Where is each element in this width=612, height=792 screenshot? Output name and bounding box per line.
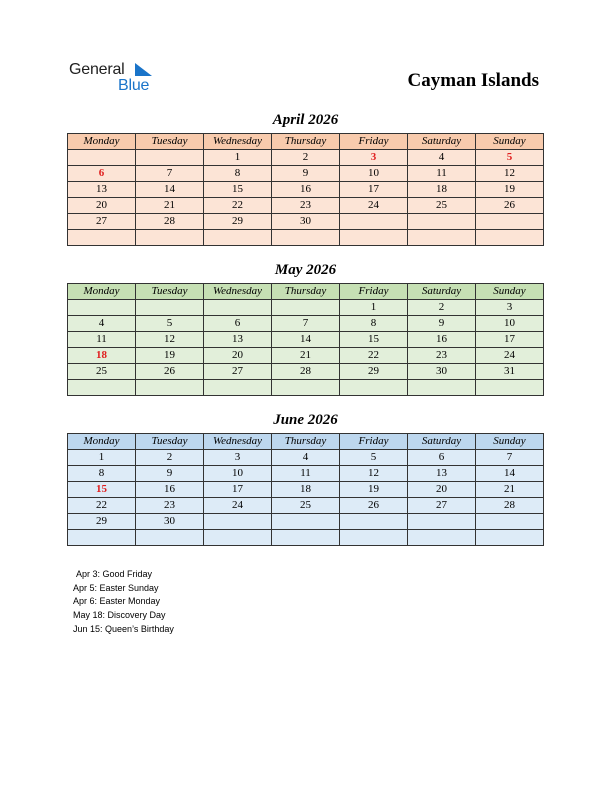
week-row [68,166,544,182]
day-cell: 30 [272,214,340,230]
day-cell [340,380,408,396]
week-row [68,498,544,514]
day-cell: 28 [136,214,204,230]
day-cell: 7 [136,166,204,182]
day-cell: 24 [476,348,544,364]
day-cell [272,514,340,530]
holiday-note: Jun 15: Queen’s Birthday [73,623,174,634]
weekday-header: Friday [340,434,408,450]
weekday-header: Wednesday [204,434,272,450]
day-cell: 10 [476,316,544,332]
day-cell: 13 [68,182,136,198]
weekday-header: Thursday [272,284,340,300]
day-cell [68,530,136,546]
day-cell: 18 [68,348,136,364]
day-cell [204,230,272,246]
week-row [68,380,544,396]
day-cell [136,150,204,166]
day-cell: 30 [408,364,476,380]
month-calendar-table [67,433,544,546]
day-cell [408,230,476,246]
week-row [68,530,544,546]
logo-triangle-icon [135,63,153,77]
day-cell [340,230,408,246]
day-cell [136,230,204,246]
day-cell: 9 [408,316,476,332]
weekday-header: Wednesday [204,134,272,150]
day-cell [272,380,340,396]
day-cell [408,214,476,230]
day-cell: 29 [204,214,272,230]
month-title: April 2026 [272,112,339,128]
day-cell [340,514,408,530]
day-cell [68,380,136,396]
day-cell: 26 [476,198,544,214]
day-cell: 13 [204,332,272,348]
holiday-note: Apr 3: Good Friday [76,569,153,579]
day-cell: 7 [272,316,340,332]
weekday-header-row [68,134,544,150]
day-cell [68,230,136,246]
day-cell: 2 [136,450,204,466]
weekday-header: Saturday [408,434,476,450]
day-cell: 30 [136,514,204,530]
day-cell: 19 [340,482,408,498]
day-cell: 4 [408,150,476,166]
day-cell: 11 [408,166,476,182]
day-cell [204,380,272,396]
holiday-note: Apr 5: Easter Sunday [73,582,159,593]
week-row [68,332,544,348]
day-cell: 28 [476,498,544,514]
day-cell [476,214,544,230]
week-row [68,482,544,498]
day-cell: 12 [340,466,408,482]
day-cell [136,380,204,396]
weekday-header: Friday [340,134,408,150]
day-cell: 3 [340,150,408,166]
day-cell: 25 [68,364,136,380]
month-title: May 2026 [274,262,337,278]
week-row [68,466,544,482]
logo-text-general: General [69,61,125,78]
day-cell: 13 [408,466,476,482]
week-row [68,214,544,230]
day-cell [272,300,340,316]
day-cell: 1 [204,150,272,166]
day-cell: 5 [476,150,544,166]
weekday-header: Monday [68,134,136,150]
day-cell [408,514,476,530]
week-row [68,364,544,380]
day-cell: 31 [476,364,544,380]
day-cell: 23 [272,198,340,214]
day-cell: 20 [68,198,136,214]
day-cell: 22 [68,498,136,514]
day-cell: 4 [272,450,340,466]
weekday-header: Tuesday [136,134,204,150]
weekday-header: Sunday [476,284,544,300]
day-cell [272,530,340,546]
day-cell: 14 [476,466,544,482]
holiday-note: May 18: Discovery Day [73,610,166,621]
day-cell [408,380,476,396]
day-cell: 19 [476,182,544,198]
day-cell [68,300,136,316]
day-cell: 6 [204,316,272,332]
day-cell: 9 [136,466,204,482]
weekday-header: Tuesday [136,434,204,450]
day-cell [136,300,204,316]
day-cell: 22 [340,348,408,364]
day-cell: 10 [340,166,408,182]
weekday-header: Monday [68,434,136,450]
day-cell: 18 [272,482,340,498]
day-cell: 25 [408,198,476,214]
day-cell: 20 [204,348,272,364]
day-cell: 21 [476,482,544,498]
general-blue-logo [69,61,169,97]
day-cell: 3 [204,450,272,466]
weekday-header: Wednesday [204,284,272,300]
week-row [68,150,544,166]
day-cell: 5 [340,450,408,466]
day-cell [476,514,544,530]
day-cell: 5 [136,316,204,332]
week-row [68,182,544,198]
month-calendar-table [67,133,544,246]
weekday-header-row [68,434,544,450]
day-cell: 24 [204,498,272,514]
day-cell: 1 [340,300,408,316]
logo-text-blue: Blue [118,77,150,94]
day-cell: 24 [340,198,408,214]
day-cell: 17 [340,182,408,198]
day-cell [340,214,408,230]
day-cell: 12 [476,166,544,182]
day-cell: 8 [204,166,272,182]
day-cell: 16 [136,482,204,498]
week-row [68,450,544,466]
weekday-header-row [68,284,544,300]
holiday-note: Apr 6: Easter Monday [73,596,161,607]
weekday-header: Friday [340,284,408,300]
day-cell: 2 [408,300,476,316]
day-cell: 29 [340,364,408,380]
day-cell: 8 [340,316,408,332]
weekday-header: Sunday [476,134,544,150]
day-cell: 4 [68,316,136,332]
day-cell: 7 [476,450,544,466]
day-cell [408,530,476,546]
day-cell [340,530,408,546]
day-cell [136,530,204,546]
day-cell [68,150,136,166]
day-cell: 29 [68,514,136,530]
week-row [68,514,544,530]
weekday-header: Saturday [408,134,476,150]
day-cell: 8 [68,466,136,482]
day-cell: 26 [340,498,408,514]
week-row [68,316,544,332]
day-cell: 26 [136,364,204,380]
day-cell: 11 [272,466,340,482]
day-cell: 9 [272,166,340,182]
day-cell: 28 [272,364,340,380]
day-cell: 21 [272,348,340,364]
day-cell: 23 [136,498,204,514]
month-title: June 2026 [273,412,338,428]
day-cell [476,230,544,246]
day-cell: 17 [476,332,544,348]
day-cell: 2 [272,150,340,166]
day-cell: 17 [204,482,272,498]
day-cell [272,230,340,246]
day-cell: 6 [408,450,476,466]
weekday-header: Sunday [476,434,544,450]
day-cell: 14 [136,182,204,198]
day-cell: 25 [272,498,340,514]
day-cell [476,380,544,396]
day-cell: 15 [204,182,272,198]
weekday-header: Tuesday [136,284,204,300]
week-row [68,300,544,316]
week-row [68,230,544,246]
day-cell: 21 [136,198,204,214]
day-cell [204,530,272,546]
day-cell: 27 [408,498,476,514]
day-cell: 27 [68,214,136,230]
day-cell: 22 [204,198,272,214]
weekday-header: Monday [68,284,136,300]
day-cell: 14 [272,332,340,348]
weekday-header: Thursday [272,134,340,150]
day-cell: 11 [68,332,136,348]
day-cell: 12 [136,332,204,348]
day-cell: 16 [272,182,340,198]
day-cell [204,514,272,530]
day-cell: 23 [408,348,476,364]
day-cell: 6 [68,166,136,182]
day-cell: 15 [68,482,136,498]
weekday-header: Saturday [408,284,476,300]
weekday-header: Thursday [272,434,340,450]
day-cell: 1 [68,450,136,466]
day-cell: 10 [204,466,272,482]
week-row [68,348,544,364]
week-row [68,198,544,214]
day-cell: 3 [476,300,544,316]
day-cell: 18 [408,182,476,198]
day-cell [476,530,544,546]
country-title: Cayman Islands [407,70,539,91]
day-cell: 16 [408,332,476,348]
day-cell [204,300,272,316]
day-cell: 20 [408,482,476,498]
month-calendar-table [67,283,544,396]
day-cell: 19 [136,348,204,364]
day-cell: 15 [340,332,408,348]
day-cell: 27 [204,364,272,380]
holiday-notes [73,568,174,637]
